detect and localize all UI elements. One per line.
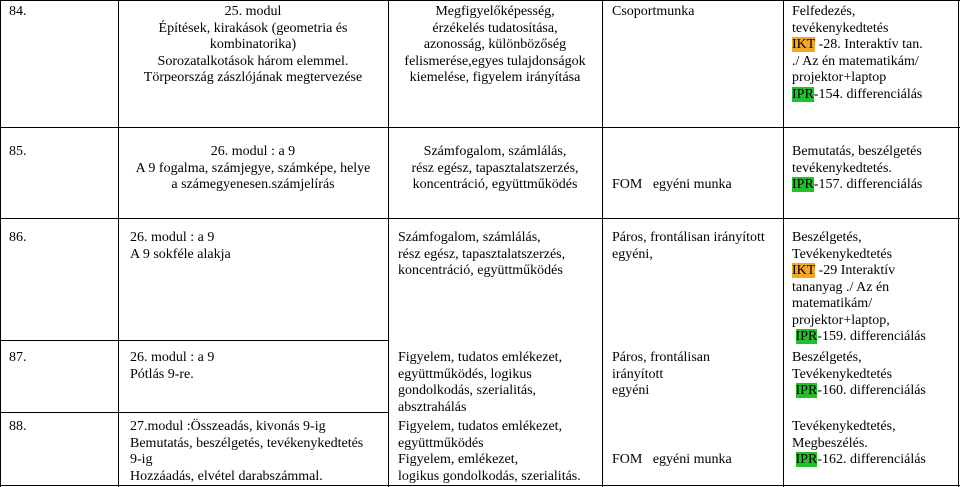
form-cell bbox=[612, 230, 765, 263]
topic-line: 9-ig bbox=[130, 452, 153, 467]
skills-line: absztrahálás bbox=[398, 399, 467, 415]
skills-cell bbox=[398, 350, 562, 416]
ipr-tag: IPR bbox=[792, 177, 814, 192]
ikt-text: -28. Interaktív tan. bbox=[815, 37, 923, 52]
form-line: FOM egyéni munka bbox=[612, 177, 732, 192]
methods-line bbox=[792, 329, 926, 346]
topic-line: Sorozatalkotások három elemmel. bbox=[157, 53, 349, 69]
skills-line: Figyelem, tudatos emlékezet, bbox=[398, 350, 563, 365]
topic-line: 26. modul : a 9 bbox=[130, 350, 215, 365]
methods-line bbox=[792, 452, 926, 469]
ikt-tag: IKT bbox=[792, 263, 816, 278]
topic-line: 25. modul bbox=[224, 4, 282, 19]
skills-line: Megfigyelőképesség, bbox=[435, 4, 555, 19]
table-border-right bbox=[958, 0, 959, 487]
topic-cell bbox=[130, 230, 231, 263]
ipr-tag: IPR bbox=[795, 452, 818, 467]
skills-cell bbox=[388, 144, 602, 194]
methods-cell bbox=[792, 4, 923, 103]
skills-line: koncentráció, együttműködés bbox=[398, 263, 563, 278]
ipr-text: -154. differenciálás bbox=[813, 86, 923, 102]
methods-line: matematikám/ bbox=[792, 296, 873, 311]
methods-line: tevékenykedtetés. bbox=[792, 160, 892, 176]
topic-cell bbox=[118, 4, 388, 87]
form-cell bbox=[612, 144, 732, 210]
ipr-text: -157. differenciálás bbox=[813, 177, 923, 192]
skills-line: felismerése,egyes tulajdonságok bbox=[404, 53, 586, 69]
skills-line: érzékelés tudatosítása, bbox=[432, 20, 558, 36]
topic-line: A 9 sokféle alakja bbox=[130, 246, 231, 262]
form-cell bbox=[612, 350, 710, 400]
form-line: Csoportmunka bbox=[612, 4, 695, 19]
topic-cell bbox=[130, 350, 214, 383]
methods-cell bbox=[792, 419, 926, 469]
methods-line bbox=[792, 37, 923, 54]
methods-line: Megbeszélés. bbox=[792, 435, 868, 451]
row-number: 87. bbox=[9, 350, 27, 365]
row-number: 84. bbox=[9, 4, 27, 19]
skills-line: Figyelem, emlékezet, bbox=[398, 452, 519, 467]
topic-line: 27.modul :Összeadás, kivonás 9-ig bbox=[130, 419, 326, 434]
skills-line: együttműködés bbox=[398, 435, 484, 451]
methods-line: Felfedezés, bbox=[792, 4, 856, 19]
form-cell bbox=[612, 4, 694, 21]
ipr-tag: IPR bbox=[795, 329, 818, 344]
ipr-text: -160. differenciálás bbox=[817, 383, 926, 398]
form-line: Páros, frontálisan irányított bbox=[612, 230, 765, 245]
ipr-text: -162. differenciálás bbox=[817, 452, 926, 467]
skills-line: koncentráció, együttműködés bbox=[412, 177, 578, 192]
row-divider bbox=[0, 412, 388, 413]
ikt-tag: IKT bbox=[792, 37, 816, 52]
methods-line bbox=[792, 263, 926, 280]
column-divider bbox=[602, 0, 603, 487]
methods-line: projektor+laptop, bbox=[792, 312, 890, 328]
skills-cell bbox=[398, 419, 581, 485]
methods-line: projektor+laptop bbox=[792, 70, 887, 85]
row-number: 86. bbox=[9, 230, 27, 245]
skills-line: azonosság, különbözőség bbox=[423, 37, 567, 52]
ikt-text: -29 Interaktív bbox=[815, 263, 896, 278]
skills-line: logikus gondolkodás, szerialitás. bbox=[398, 468, 581, 484]
row-number: 88. bbox=[9, 419, 27, 434]
methods-line: Tevékenykedtetés bbox=[792, 366, 893, 382]
skills-cell bbox=[388, 4, 602, 87]
table-border-top bbox=[0, 0, 960, 1]
skills-line: együttműködés, logikus bbox=[398, 366, 532, 382]
topic-line: Pótlás 9-re. bbox=[130, 366, 194, 382]
ipr-tag: IPR bbox=[792, 86, 814, 102]
form-line: Páros, frontálisan bbox=[612, 350, 710, 365]
topic-line: A 9 fogalma, számjegye, számképe, helye bbox=[135, 160, 371, 176]
skills-line: Figyelem, tudatos emlékezet, bbox=[398, 419, 563, 434]
methods-cell bbox=[792, 144, 922, 194]
methods-line: tevékenykedtetés bbox=[792, 20, 889, 36]
topic-line: kombinatorika) bbox=[209, 37, 297, 52]
topic-line: 26. modul : a 9 bbox=[130, 230, 215, 245]
row-divider bbox=[0, 340, 388, 341]
row-divider bbox=[0, 218, 960, 219]
table-border-bottom bbox=[0, 485, 960, 486]
topic-cell bbox=[118, 144, 388, 194]
column-divider bbox=[783, 0, 784, 487]
methods-line: Beszélgetés, bbox=[792, 230, 862, 245]
row-number: 85. bbox=[9, 144, 27, 159]
form-line: egyéni, bbox=[612, 246, 653, 262]
skills-line: kiemelése, figyelem irányítása bbox=[409, 70, 581, 85]
skills-cell bbox=[398, 230, 565, 280]
methods-line: Tevékenykedtetés, bbox=[792, 419, 896, 434]
form-line: FOM egyéni munka bbox=[612, 452, 732, 467]
skills-line: rész egész, tapasztalatszerzés, bbox=[411, 160, 579, 176]
topic-line: Hozzáadás, elvétel darabszámmal. bbox=[130, 468, 323, 484]
row-divider bbox=[0, 127, 960, 128]
methods-line: Tevékenykedtetés bbox=[792, 246, 893, 262]
methods-line bbox=[792, 383, 926, 400]
topic-line: 26. modul : a 9 bbox=[210, 144, 296, 159]
topic-line: Törpeország zászlójának megtervezése bbox=[143, 70, 363, 85]
topic-line: Bemutatás, beszélgetés, tevékenykedtetés bbox=[130, 435, 364, 451]
methods-cell bbox=[792, 350, 926, 400]
ipr-tag: IPR bbox=[795, 383, 818, 398]
methods-line: tananyag ./ Az én bbox=[792, 279, 890, 295]
ipr-text: -159. differenciálás bbox=[817, 329, 926, 344]
topic-cell bbox=[130, 419, 363, 485]
form-cell bbox=[612, 419, 732, 485]
form-line: egyéni bbox=[612, 383, 650, 398]
topic-line: a számegyenesen.számjelírás bbox=[171, 177, 335, 192]
skills-line: Számfogalom, számlálás, bbox=[423, 144, 567, 159]
methods-line: ./ Az én matematikám/ bbox=[792, 53, 919, 69]
methods-line: Beszélgetés, bbox=[792, 350, 862, 365]
methods-line bbox=[792, 87, 923, 104]
skills-line: rész egész, tapasztalatszerzés, bbox=[398, 246, 566, 262]
form-line: irányított bbox=[612, 366, 664, 382]
skills-line: gondolkodás, szerialitás, bbox=[398, 383, 537, 398]
table-border-left bbox=[0, 0, 1, 487]
methods-cell bbox=[792, 230, 926, 346]
methods-line bbox=[792, 177, 922, 194]
topic-line: Építések, kirakások (geometria és bbox=[158, 20, 348, 36]
methods-line: Bemutatás, beszélgetés bbox=[792, 144, 922, 159]
skills-line: Számfogalom, számlálás, bbox=[398, 230, 541, 245]
